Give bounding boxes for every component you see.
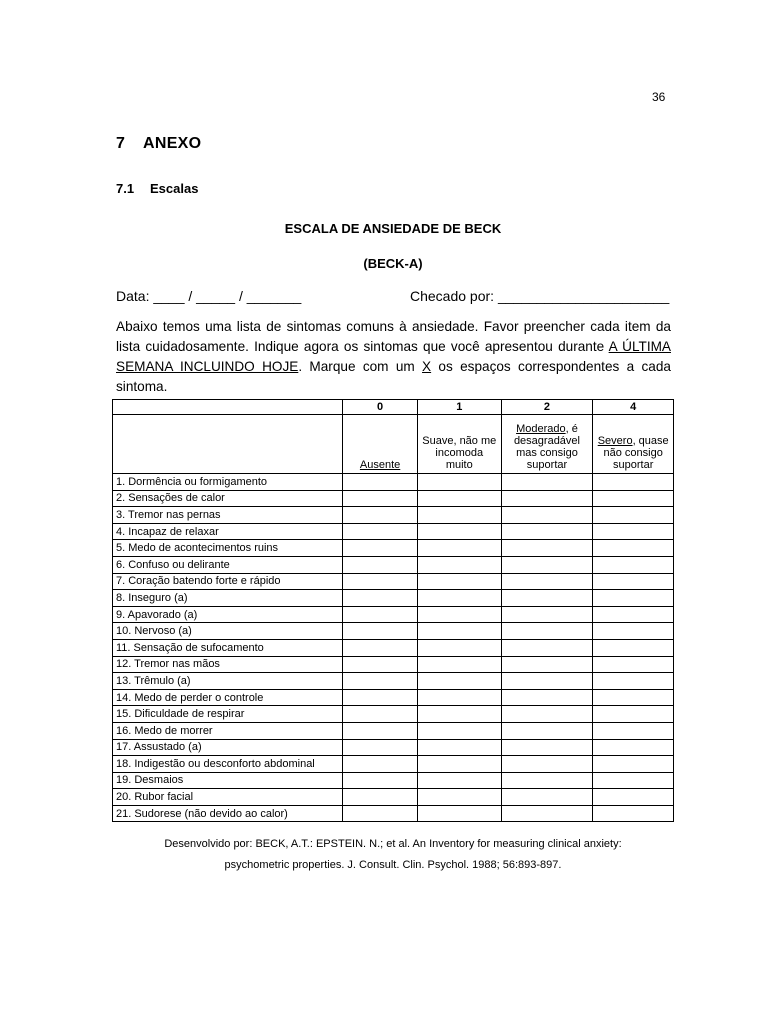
answer-cell-score-1[interactable] (417, 590, 501, 607)
answer-cell-score-2[interactable] (501, 490, 593, 507)
symptom-row (113, 474, 674, 491)
symptom-row (113, 623, 674, 640)
answer-cell-score-1[interactable] (417, 623, 501, 640)
description-blank-cell (113, 415, 343, 474)
symptom-row (113, 772, 674, 789)
answer-cell-score-1[interactable] (417, 673, 501, 690)
answer-cell-score-0[interactable] (343, 523, 418, 540)
answer-cell-score-4[interactable] (593, 556, 674, 573)
instructions-period-emphasis: A ÚLTIMA SEMANA INCLUINDO HOJE (116, 339, 671, 374)
symptom-row (113, 673, 674, 690)
symptom-row (113, 789, 674, 806)
answer-cell-score-1[interactable] (417, 805, 501, 822)
symptom-label: 9. Apavorado (a) (113, 606, 343, 623)
date-field: Data: ____ / _____ / _______ (116, 288, 302, 304)
answer-cell-score-0[interactable] (343, 606, 418, 623)
answer-cell-score-0[interactable] (343, 689, 418, 706)
section-title: ANEXO (143, 135, 202, 152)
symptom-row (113, 689, 674, 706)
answer-cell-score-2[interactable] (501, 805, 593, 822)
answer-cell-score-2[interactable] (501, 556, 593, 573)
symptom-label: 10. Nervoso (a) (113, 623, 343, 640)
symptom-row (113, 756, 674, 773)
symptom-label: 6. Confuso ou delirante (113, 556, 343, 573)
symptom-label: 3. Tremor nas pernas (113, 507, 343, 524)
description-severe (593, 415, 674, 474)
description-mild (417, 415, 501, 474)
answer-cell-score-0[interactable] (343, 639, 418, 656)
answer-cell-score-1[interactable] (417, 507, 501, 524)
header-blank-cell (113, 400, 343, 415)
answer-cell-score-4[interactable] (593, 639, 674, 656)
answer-cell-score-1[interactable] (417, 722, 501, 739)
symptom-row (113, 556, 674, 573)
answer-cell-score-4[interactable] (593, 756, 674, 773)
section-heading (116, 135, 201, 153)
answer-cell-score-2[interactable] (501, 540, 593, 557)
description-moderate (501, 415, 593, 474)
score-header-4: 4 (593, 400, 674, 415)
instructions-mark-emphasis: X (422, 359, 432, 374)
symptom-label: 13. Trêmulo (a) (113, 673, 343, 690)
answer-cell-score-1[interactable] (417, 689, 501, 706)
symptom-row (113, 706, 674, 723)
answer-cell-score-2[interactable] (501, 673, 593, 690)
symptom-label: 11. Sensação de sufocamento (113, 639, 343, 656)
answer-cell-score-2[interactable] (501, 772, 593, 789)
answer-cell-score-1[interactable] (417, 523, 501, 540)
scale-title: ESCALA DE ANSIEDADE DE BECK (284, 221, 502, 236)
answer-cell-score-0[interactable] (343, 474, 418, 491)
answer-cell-score-4[interactable] (593, 474, 674, 491)
answer-cell-score-1[interactable] (417, 739, 501, 756)
score-header-1: 1 (417, 400, 501, 415)
answer-cell-score-4[interactable] (593, 573, 674, 590)
answer-cell-score-4[interactable] (593, 590, 674, 607)
answer-cell-score-0[interactable] (343, 673, 418, 690)
symptom-row (113, 639, 674, 656)
answer-cell-score-2[interactable] (501, 623, 593, 640)
answer-cell-score-2[interactable] (501, 722, 593, 739)
description-0-underlined: Ausente (359, 459, 401, 471)
answer-cell-score-0[interactable] (343, 556, 418, 573)
symptom-label: 17. Assustado (a) (113, 739, 343, 756)
symptom-label: 15. Dificuldade de respirar (113, 706, 343, 723)
description-2-underlined: Moderado (516, 423, 566, 435)
symptom-row (113, 490, 674, 507)
answer-cell-score-0[interactable] (343, 722, 418, 739)
answer-cell-score-2[interactable] (501, 656, 593, 673)
symptom-row (113, 523, 674, 540)
answer-cell-score-4[interactable] (593, 656, 674, 673)
answer-cell-score-4[interactable] (593, 673, 674, 690)
answer-cell-score-1[interactable] (417, 573, 501, 590)
answer-cell-score-4[interactable] (593, 623, 674, 640)
answer-cell-score-2[interactable] (501, 523, 593, 540)
symptom-label: 16. Medo de morrer (113, 722, 343, 739)
instructions-text-3: os espaços correspondentes a cada sintoma. (116, 359, 671, 394)
answer-cell-score-0[interactable] (343, 805, 418, 822)
answer-cell-score-0[interactable] (343, 573, 418, 590)
answer-cell-score-2[interactable] (501, 474, 593, 491)
symptom-row (113, 722, 674, 739)
answer-cell-score-0[interactable] (343, 756, 418, 773)
description-1-rest: Suave, não me incomoda muito (422, 435, 497, 471)
answer-cell-score-2[interactable] (501, 756, 593, 773)
answer-cell-score-0[interactable] (343, 623, 418, 640)
score-header-0: 0 (343, 400, 418, 415)
answer-cell-score-0[interactable] (343, 656, 418, 673)
symptom-label: 14. Medo de perder o controle (113, 689, 343, 706)
instructions-paragraph (116, 317, 671, 397)
subsection-number: 7.1 (116, 181, 135, 196)
symptom-row (113, 805, 674, 822)
answer-cell-score-0[interactable] (343, 490, 418, 507)
answer-cell-score-1[interactable] (417, 756, 501, 773)
symptom-label: 4. Incapaz de relaxar (113, 523, 343, 540)
answer-cell-score-2[interactable] (501, 739, 593, 756)
section-number: 7 (116, 135, 126, 152)
answer-cell-score-4[interactable] (593, 523, 674, 540)
answer-cell-score-0[interactable] (343, 789, 418, 806)
answer-cell-score-2[interactable] (501, 639, 593, 656)
answer-cell-score-4[interactable] (593, 540, 674, 557)
answer-cell-score-1[interactable] (417, 556, 501, 573)
answer-cell-score-4[interactable] (593, 739, 674, 756)
answer-cell-score-1[interactable] (417, 639, 501, 656)
symptom-label: 20. Rubor facial (113, 789, 343, 806)
answer-cell-score-2[interactable] (501, 789, 593, 806)
answer-cell-score-0[interactable] (343, 590, 418, 607)
answer-cell-score-4[interactable] (593, 490, 674, 507)
checked-by-field: Checado por: ______________________ (410, 288, 670, 304)
symptom-label: 2. Sensações de calor (113, 490, 343, 507)
symptom-row (113, 540, 674, 557)
scale-abbreviation: (BECK-A) (363, 256, 423, 271)
subsection-heading (116, 181, 198, 196)
answer-cell-score-4[interactable] (593, 805, 674, 822)
score-header-2: 2 (501, 400, 593, 415)
instructions-text-1: Abaixo temos uma lista de sintomas comuns à ansiedade. Favor preencher cada item da lista cuidadosamente. Indique agora os sintomas que você apresentou durante (116, 319, 671, 354)
symptom-label: 19. Desmaios (113, 772, 343, 789)
symptom-row (113, 656, 674, 673)
description-absent (343, 415, 418, 474)
description-3-rest: , quase não consigo suportar (603, 435, 669, 471)
symptom-row (113, 573, 674, 590)
answer-cell-score-1[interactable] (417, 490, 501, 507)
answer-cell-score-1[interactable] (417, 772, 501, 789)
answer-cell-score-0[interactable] (343, 540, 418, 557)
answer-cell-score-4[interactable] (593, 706, 674, 723)
symptom-label: 18. Indigestão ou desconforto abdominal (113, 756, 343, 773)
answer-cell-score-4[interactable] (593, 789, 674, 806)
answer-cell-score-2[interactable] (501, 706, 593, 723)
answer-cell-score-2[interactable] (501, 590, 593, 607)
answer-cell-score-1[interactable] (417, 789, 501, 806)
answer-cell-score-4[interactable] (593, 689, 674, 706)
symptom-row (113, 606, 674, 623)
answer-cell-score-4[interactable] (593, 606, 674, 623)
instructions-text-2: . Marque com um (298, 359, 423, 374)
answer-cell-score-0[interactable] (343, 772, 418, 789)
answer-cell-score-2[interactable] (501, 606, 593, 623)
symptom-row (113, 739, 674, 756)
symptom-label: 8. Inseguro (a) (113, 590, 343, 607)
symptom-table (112, 399, 674, 822)
answer-cell-score-1[interactable] (417, 540, 501, 557)
answer-cell-score-4[interactable] (593, 507, 674, 524)
description-3-underlined: Severo (597, 435, 633, 447)
symptom-row (113, 507, 674, 524)
symptom-label: 21. Sudorese (não devido ao calor) (113, 805, 343, 822)
answer-cell-score-4[interactable] (593, 722, 674, 739)
description-2-rest: , é desagradável mas consigo suportar (513, 423, 580, 471)
answer-cell-score-0[interactable] (343, 706, 418, 723)
answer-cell-score-1[interactable] (417, 474, 501, 491)
symptom-label: 7. Coração batendo forte e rápido (113, 573, 343, 590)
answer-cell-score-2[interactable] (501, 573, 593, 590)
answer-cell-score-2[interactable] (501, 689, 593, 706)
answer-cell-score-1[interactable] (417, 706, 501, 723)
symptom-label: 12. Tremor nas mãos (113, 656, 343, 673)
answer-cell-score-2[interactable] (501, 507, 593, 524)
answer-cell-score-0[interactable] (343, 739, 418, 756)
citation-line-1: Desenvolvido por: BECK, A.T.: EPSTEIN. N.; et al. An Inventory for measuring clinical anxiety: (164, 838, 622, 850)
answer-cell-score-1[interactable] (417, 606, 501, 623)
citation (0, 834, 768, 876)
answer-cell-score-4[interactable] (593, 772, 674, 789)
answer-cell-score-0[interactable] (343, 507, 418, 524)
page-number: 36 (652, 90, 666, 104)
answer-cell-score-1[interactable] (417, 656, 501, 673)
description-header-row (113, 415, 674, 474)
subsection-title: Escalas (150, 181, 199, 196)
symptom-row (113, 590, 674, 607)
citation-line-2: psychometric properties. J. Consult. Clin. Psychol. 1988; 56:893-897. (224, 859, 562, 871)
symptom-label: 5. Medo de acontecimentos ruins (113, 540, 343, 557)
score-header-row (113, 400, 674, 415)
symptom-label: 1. Dormência ou formigamento (113, 474, 343, 491)
